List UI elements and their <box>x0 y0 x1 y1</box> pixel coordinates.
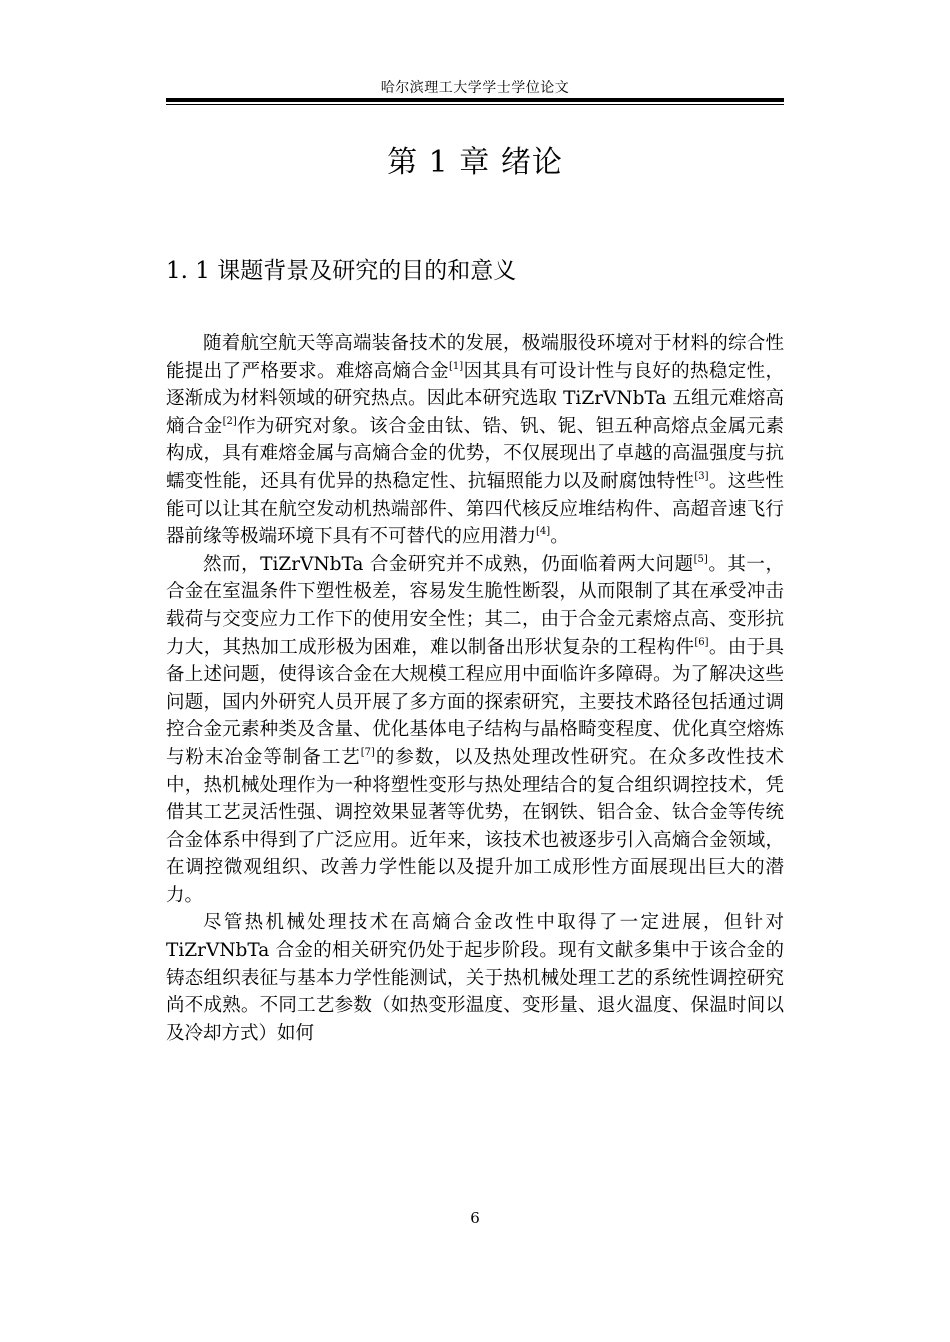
citation-ref: [4] <box>536 526 551 538</box>
citation-ref: [1] <box>449 360 464 372</box>
paragraph-2 <box>166 551 784 910</box>
paragraph-text: 作为研究对象。该合金由钛、锆、钒、铌、钽五种高熔点金属元素构成，具有难熔金属与高熵合金的优势，不仅展现出了卓越的高温强度与抗蠕变性能，还具有优异的热稳定性、抗辐照能力以及耐腐蚀特性 <box>166 415 784 492</box>
paragraph-text: 然而，TiZrVNbTa 合金研究并不成熟，仍面临着两大问题 <box>203 553 694 575</box>
paragraph-text: 。 <box>550 526 569 548</box>
citation-ref: [6] <box>694 636 709 648</box>
paragraph-3 <box>166 909 784 1047</box>
running-header: 哈尔滨理工大学学士学位论文 <box>380 80 570 96</box>
citation-ref: [2] <box>222 415 237 427</box>
paragraph-1 <box>166 330 784 551</box>
body-text <box>166 330 784 1047</box>
paragraph-text: 。这些性能可以让其在航空发动机热端部件、第四代核反应堆结构件、高超音速飞行器前缘等极端环境下具有不可替代的应用潜力 <box>166 470 784 548</box>
citation-ref: [7] <box>360 746 375 758</box>
header-rule-thin <box>166 104 784 105</box>
section-title: 1. 1 课题背景及研究的目的和意义 <box>166 258 517 284</box>
paragraph-text: 。由于具备上述问题，使得该合金在大规模工程应用中面临许多障碍。为了解决这些问题，国内外研究人员开展了多方面的探索研究，主要技术路径包括通过调控合金元素种类及含量、优化基体电子结构与晶格畸变程度、优化真空熔炼与粉末冶金等制备工艺 <box>166 636 784 768</box>
chapter-title: 第 1 章 绪论 <box>387 145 563 180</box>
paragraph-text: 随着航空航天等高端装备技术的发展，极端服役环境对于材料的综合性能提出了严格要求。难熔高熵合金 <box>166 333 784 382</box>
paragraph-text: 因其具有可设计性与良好的热稳定性，逐渐成为材料领域的研究热点。因此本研究选取 TiZrVNbTa 五组元难熔高熵合金 <box>166 360 784 437</box>
page-number: 6 <box>470 1209 480 1227</box>
paragraph-text: 的参数，以及热处理改性研究。在众多改性技术中，热机械处理作为一种将塑性变形与热处理结合的复合组织调控技术，凭借其工艺灵活性强、调控效果显著等优势，在钢铁、铝合金、钛合金等传统合金体系中得到了广泛应用。近年来，该技术也被逐步引入高熵合金领域，在调控微观组织、改善力学性能以及提升加工成形性方面展现出巨大的潜力。 <box>166 746 784 906</box>
paragraph-text: 尽管热机械处理技术在高熵合金改性中取得了一定进展，但针对 TiZrVNbTa 合金的相关研究仍处于起步阶段。现有文献多集中于该合金的铸态组织表征与基本力学性能测试，关于热机械处理工艺的系统性调控研究尚不成熟。不同工艺参数（如热变形温度、变形量、退火温度、保温时间以及冷却方式）如何 <box>166 912 784 1044</box>
citation-ref: [3] <box>694 470 709 482</box>
header-rule-thick <box>166 98 784 102</box>
paragraph-text: 。其一，合金在室温条件下塑性极差，容易发生脆性断裂，从而限制了其在承受冲击载荷与交变应力工作下的使用安全性；其二，由于合金元素熔点高、变形抗力大，其热加工成形极为困难，难以制备出形状复杂的工程构件 <box>166 553 784 658</box>
citation-ref: [5] <box>693 553 708 565</box>
